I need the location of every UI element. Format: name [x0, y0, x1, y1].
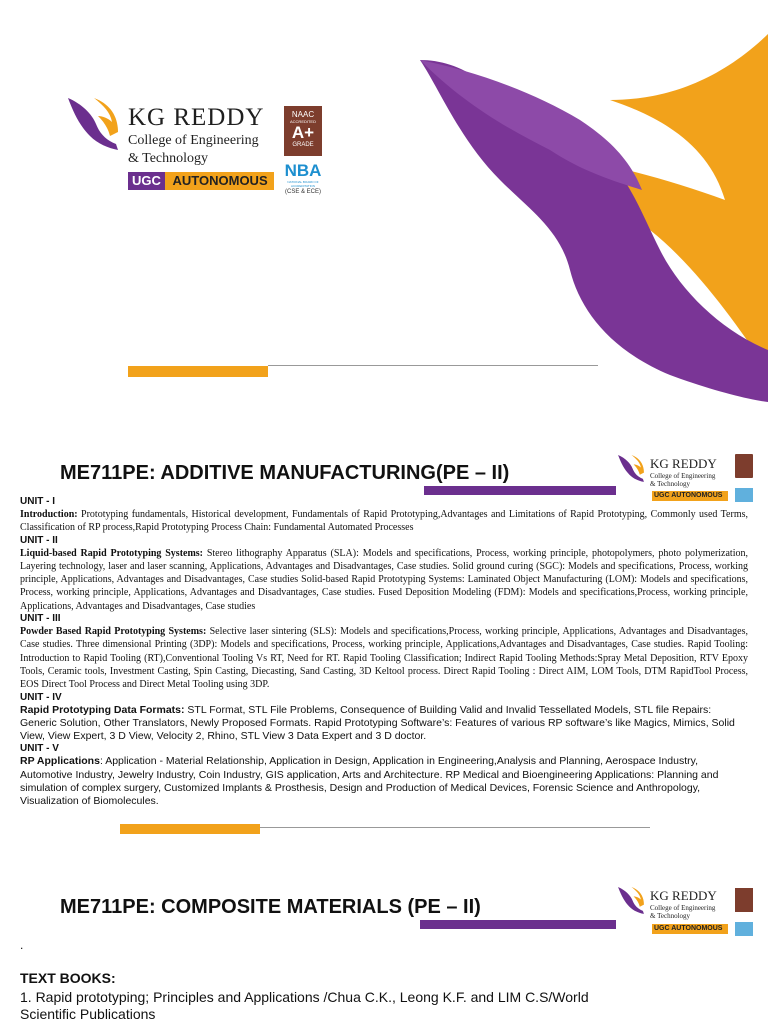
- ugc-label: UGC: [654, 492, 670, 499]
- unit-4-topic: Rapid Prototyping Data Formats:: [20, 703, 185, 716]
- unit-3-topic: Powder Based Rapid Prototyping Systems:: [20, 626, 207, 638]
- college-line1: College of Engineering: [128, 133, 259, 148]
- syllabus-slide: [0, 436, 768, 836]
- ugc-autonomous-badge: [652, 924, 728, 934]
- slide-title: ME711PE: ADDITIVE MANUFACTURING(PE – II): [60, 462, 510, 484]
- unit-2-text: [20, 547, 748, 613]
- autonomous-label: AUTONOMOUS: [671, 925, 723, 932]
- nba-badge: [282, 162, 324, 202]
- autonomous-label: AUTONOMOUS: [671, 492, 723, 499]
- naac-mini-badge: [735, 888, 753, 912]
- autonomous-label: AUTONOMOUS: [172, 173, 268, 188]
- college-line2: & Technology: [128, 151, 209, 166]
- unit-3-heading: UNIT - III: [20, 613, 61, 625]
- ugc-label: UGC: [654, 925, 670, 932]
- ugc-autonomous-badge: [128, 172, 274, 190]
- unit-5-text: [20, 755, 748, 808]
- college-name: KG REDDY: [650, 456, 717, 471]
- unit-5-topic: RP Applications: [20, 755, 100, 768]
- unit-3-text: [20, 625, 748, 691]
- unit-5-content: : Application - Material Relationship, Application in Design, Application in Engineering,Analysis and Planning, Aerospace Industry, Automotive Industry, Jewelry Industry, Coin Industry, GIS application, Arts and Architecture. RP Medical and Bioengineering Applications: Planning and simulation of complex surgery, Customized Implants & Prosthesis, Design and Production of Medical Devices, Forensic Science and Anthropology, Visualization of Biomolecules.: [20, 755, 719, 808]
- unit-1-heading: UNIT - I: [20, 496, 55, 507]
- textbook-1: 1. Rapid prototyping; Principles and Applications /Chua C.K., Leong K.F. and LIM C.S/World Scientific Publications: [20, 989, 589, 1022]
- college-line1: College of Engineering: [650, 472, 716, 480]
- phoenix-logo-icon: [616, 886, 646, 916]
- purple-title-bar: [420, 920, 616, 929]
- textbooks-slide: [0, 866, 768, 1024]
- unit-1-content: Prototyping fundamentals, Historical development, Fundamentals of Rapid Prototyping,Advantages and Limitations of Rapid Prototyping, Commonly used Terms, Classification of RP process,Rapid Prototyping Process Chain: Fundamental Automated Processes: [20, 509, 748, 534]
- nba-mini-badge: [735, 922, 753, 936]
- slide-title: ME711PE: COMPOSITE MATERIALS (PE – II): [60, 896, 481, 918]
- phoenix-logo-icon: [616, 454, 646, 484]
- orange-accent-bar: [128, 366, 268, 377]
- small-college-logo: [616, 884, 756, 940]
- phoenix-logo-icon: [64, 96, 122, 154]
- nba-label: NBA: [284, 161, 322, 180]
- unit-2-topic: Liquid-based Rapid Prototyping Systems:: [20, 547, 204, 559]
- cover-slide: [0, 0, 768, 430]
- naac-accredited: ACCREDITED: [289, 119, 316, 124]
- nba-sub: NATIONAL BOARD OF ACCREDITATION: [287, 180, 319, 188]
- textbooks-heading: TEXT BOOKS:: [20, 970, 116, 986]
- unit-1-topic: Introduction:: [20, 509, 78, 520]
- naac-grade: A+: [291, 123, 315, 142]
- nba-branches: (CSE & ECE): [284, 189, 321, 195]
- phoenix-graphic: [380, 30, 768, 430]
- naac-mini-badge: [735, 454, 753, 478]
- unit-1-text: [20, 508, 748, 535]
- unit-2-content: Stereo lithography Apparatus (SLA): Models and specifications, Process, working principle, photopolymers, photo polymerization, Layering technology, laser and laser scanning, Applications, Advantages and Disadvantages, Case studies. Solid ground curing (SGC): Models and specifications, Process, working principle, Applications, Advantages and Disadvantages, Case studies Solid-based Rapid Prototyping Systems: Laminated Object Manufacturing (LOM): Models and specifications, Process, working principle, Applications, Advantages and Disadvantages, Case studies. Fused Deposition Modeling (FDM): Models and specifications,Process, working principle, Applications, Advantages and Disadvantages, Case studies: [20, 547, 748, 612]
- unit-4-content: STL Format, STL File Problems, Consequence of Building Valid and Invalid Tessellated Models, STL file Repairs: Generic Solution, Other Translators, Newly Proposed Formats. Rapid Prototyping Software’s: Features of various RP software’s like Magics, Mimics, Solid View, View Expert, 3 D View, Velocity 2, Rhino, STL View 3 Data Expert and 3 D doctor.: [20, 703, 735, 743]
- syllabus-body: [20, 496, 748, 809]
- naac-grade-label: GRADE: [292, 142, 314, 148]
- unit-3-content: Selective laser sintering (SLS): Models and specifications,Process, working principle, Applications, Advantages and Disadvantages, Case studies. Three dimensional Printing (3DP): Models and specifications, Process, working principle, Applications,Advantages and Disadvantages, Case studies. Rapid Tooling: Introduction to Rapid Tooling (RT),Conventional Tooling Vs RT, Need for RT. Rapid Tooling Classification; Indirect Rapid Tooling Methods:Spray Metal Deposition, RTV Epoxy Tools, Ceramic tools, Investment Casting, Spin Casting, Diecasting, Sand Casting, 3D Keltool process. Direct Rapid Tooling : Direct AIM, LOM Tools, DTM RapidTool Process, EOS Direct Tool Process and Direct Metal Tooling using 3DP.: [20, 626, 748, 691]
- divider-line: [260, 827, 650, 828]
- unit-4-text: [20, 704, 748, 744]
- stray-dot: .: [20, 938, 24, 952]
- ugc-label: UGC: [128, 172, 165, 190]
- naac-label: NAAC: [291, 110, 315, 119]
- college-name: KG REDDY: [128, 104, 265, 131]
- unit-4-heading: UNIT - IV: [20, 691, 62, 703]
- purple-title-bar: [424, 486, 616, 495]
- college-line2: & Technology: [650, 480, 691, 488]
- unit-5-heading: UNIT - V: [20, 743, 59, 755]
- naac-badge: [284, 106, 322, 156]
- college-name: KG REDDY: [650, 888, 717, 903]
- unit-2-heading: UNIT - II: [20, 534, 58, 546]
- college-line2: & Technology: [650, 912, 691, 920]
- orange-accent-bar: [120, 824, 260, 834]
- college-line1: College of Engineering: [650, 904, 716, 912]
- divider-line: [268, 365, 598, 366]
